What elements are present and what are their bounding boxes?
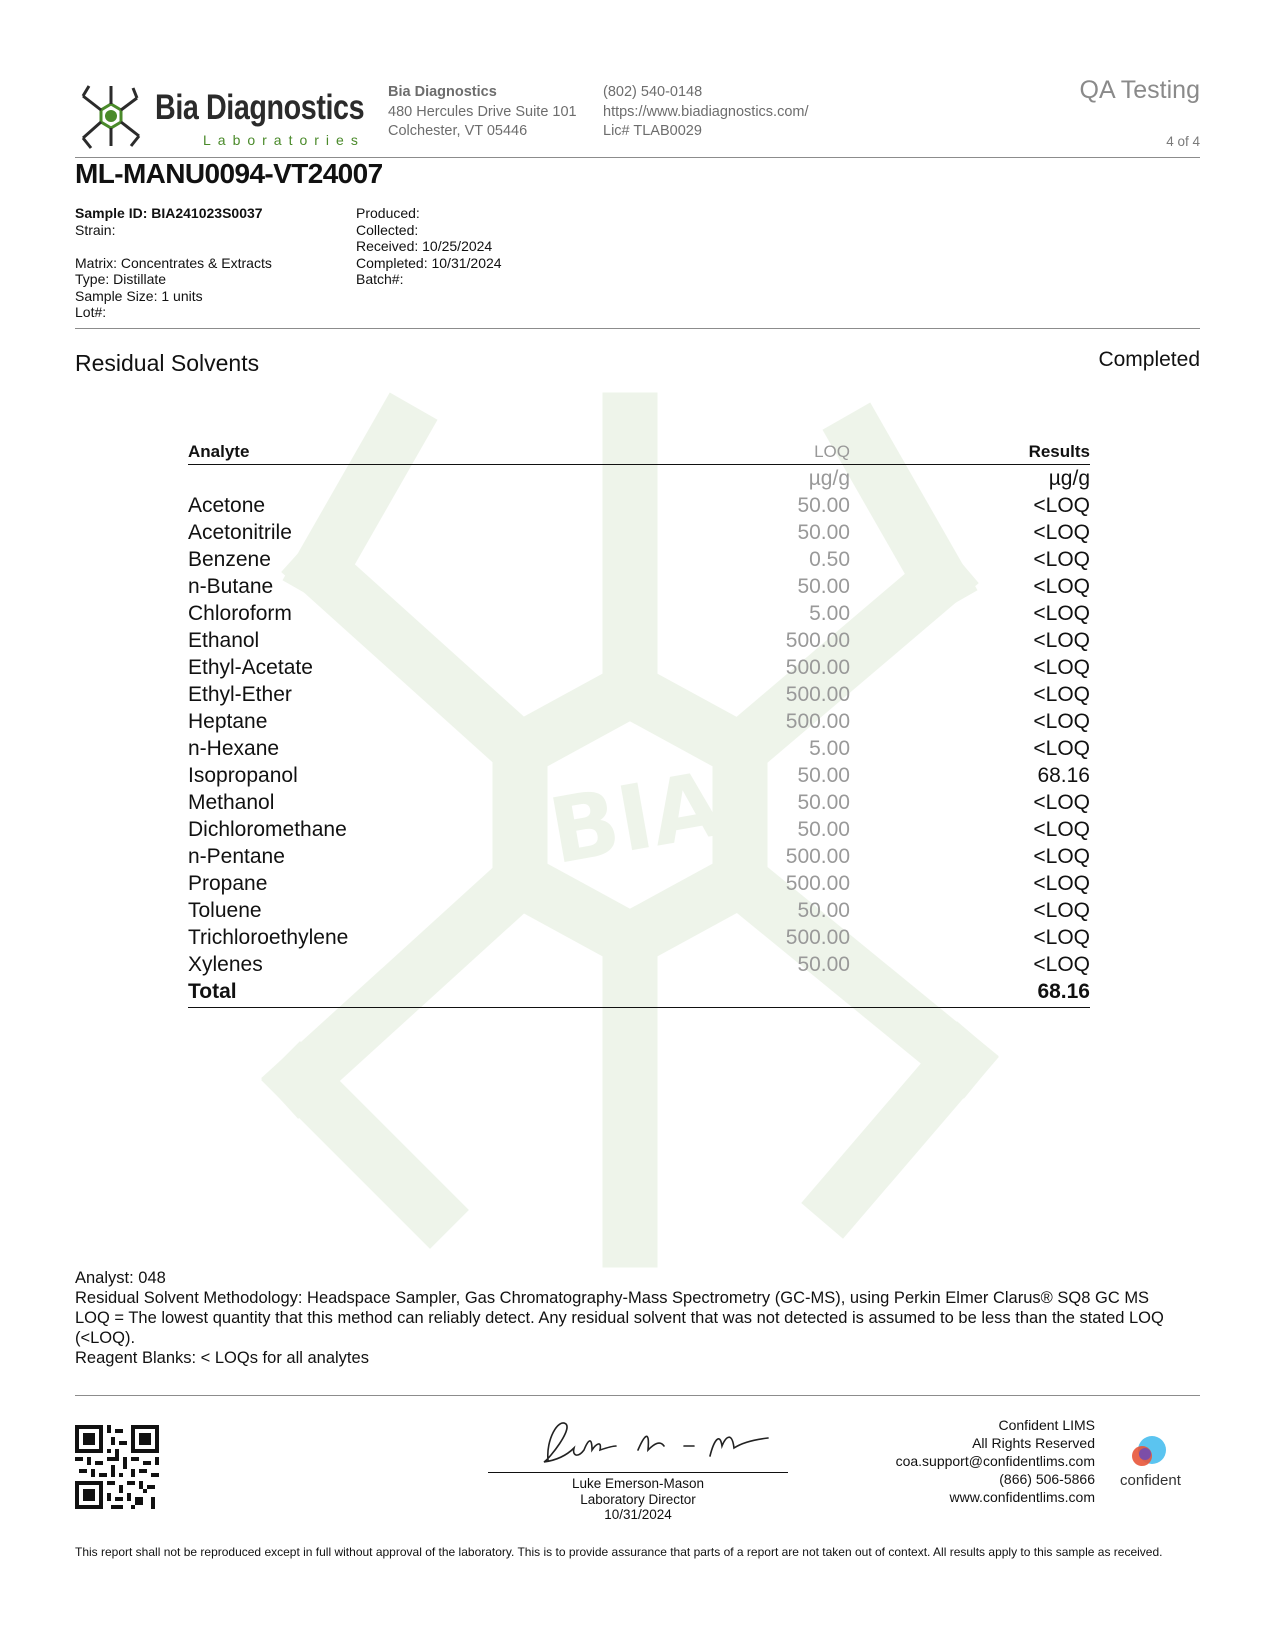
table-row [188,897,1090,924]
lims-email[interactable]: coa.support@confidentlims.com [895,1453,1095,1469]
lab-license: Lic# TLAB0029 [603,123,702,139]
loq-cell: 50.00 [797,899,850,922]
analyte-cell: Dichloromethane [188,818,347,841]
table-row [188,627,1090,654]
table-row [188,924,1090,951]
loq-cell: 500.00 [785,683,850,706]
loq-cell: 5.00 [809,737,850,760]
loq-cell: 50.00 [797,791,850,814]
sample-completed: Completed: 10/31/2024 [356,254,502,271]
analyst: Analyst: 048 [75,1269,166,1287]
table-row [188,546,1090,573]
sample-size: Sample Size: 1 units [75,287,203,304]
director-signature [488,1410,788,1472]
table-row [188,870,1090,897]
loq-cell: 500.00 [785,845,850,868]
lims-phone: (866) 506-5866 [999,1471,1095,1487]
table-row [188,735,1090,762]
analyte-cell: Xylenes [188,953,263,976]
lab-name: Bia Diagnostics [388,84,497,100]
sample-info-right [356,205,502,288]
table-row [188,519,1090,546]
result-cell: <LOQ [1033,548,1090,571]
loq-cell: 0.50 [809,548,850,571]
logo-wordmark: Bia Diagnostics [155,88,365,127]
loq-unit: µg/g [808,467,850,490]
result-cell: <LOQ [1033,899,1090,922]
result-cell: 68.16 [1037,764,1090,787]
sample-strain: Strain: [75,221,116,238]
lab-contact [603,83,809,142]
total-row [188,978,1090,1008]
table-row [188,951,1090,978]
bia-diagnostics-logo [75,80,365,152]
molecule-icon [75,80,147,152]
header-analyte: Analyte [188,442,250,461]
sample-lot: Lot#: [75,304,107,320]
sample-matrix: Matrix: Concentrates & Extracts [75,254,272,271]
lab-phone: (802) 540-0148 [603,84,703,100]
lab-address-line1: 480 Hercules Drive Suite 101 [388,103,577,120]
analyte-cell: Chloroform [188,602,292,625]
loq-cell: 500.00 [785,629,850,652]
loq-definition: LOQ = The lowest quantity that this method can reliably detect. Any residual solvent that was not detected is assumed to be less than the stated LOQ (<LOQ). [75,1309,1164,1347]
analyte-cell: Isopropanol [188,764,298,787]
table-row [188,600,1090,627]
analyte-cell: Heptane [188,710,268,733]
loq-cell: 50.00 [797,764,850,787]
header-results: Results [1028,442,1090,461]
analyte-cell: n-Hexane [188,737,280,760]
result-cell: <LOQ [1033,521,1090,544]
analyte-cell: Benzene [188,548,271,571]
analyte-cell: Ethanol [188,629,260,652]
result-cell: <LOQ [1033,575,1090,598]
svg-text:BIA: BIA [542,751,730,886]
lims-info [896,1416,1095,1506]
table-row [188,708,1090,735]
result-cell: <LOQ [1033,710,1090,733]
director-title: Laboratory Director [580,1491,696,1507]
result-cell: <LOQ [1033,656,1090,679]
loq-cell: 500.00 [785,926,850,949]
analyte-cell: n-Butane [188,575,274,598]
signature-date: 10/31/2024 [604,1507,672,1522]
lab-address-line2: Colchester, VT 05446 [388,123,528,139]
total-value: 68.16 [1037,980,1090,1003]
units-row [188,465,1090,492]
result-cell: <LOQ [1033,683,1090,706]
director-name: Luke Emerson-Mason [571,1476,705,1491]
notes-block [75,1268,1205,1368]
page-number: 4 of 4 [1166,134,1200,149]
qa-testing-label: QA Testing [1079,76,1200,104]
table-row [188,843,1090,870]
result-cell: <LOQ [1033,791,1090,814]
report-title: ML-MANU0094-VT24007 [75,158,383,189]
reagent-blanks: Reagent Blanks: < LOQs for all analytes [75,1349,369,1367]
confident-logo [1118,1432,1198,1492]
loq-cell: 50.00 [797,953,850,976]
table-header [188,440,1090,465]
loq-cell: 50.00 [797,521,850,544]
sample-produced: Produced: [356,205,420,221]
loq-cell: 50.00 [797,494,850,517]
result-cell: <LOQ [1033,845,1090,868]
analyte-cell: Methanol [188,791,275,814]
section-divider [75,328,1200,329]
loq-cell: 500.00 [785,872,850,895]
table-row [188,789,1090,816]
lims-name: Confident LIMS [998,1417,1095,1433]
loq-cell: 500.00 [785,656,850,679]
result-cell: <LOQ [1033,953,1090,976]
sample-collected: Collected: [356,221,419,238]
results-unit: µg/g [1048,467,1090,490]
analyte-cell: Ethyl-Ether [188,683,292,706]
signature-line [488,1472,788,1473]
sample-received: Received: 10/25/2024 [356,238,493,254]
analyte-cell: Trichloroethylene [188,926,349,949]
table-row [188,654,1090,681]
result-cell: <LOQ [1033,737,1090,760]
results-table [188,440,1090,1008]
result-cell: <LOQ [1033,926,1090,949]
result-cell: <LOQ [1033,602,1090,625]
result-cell: <LOQ [1033,872,1090,895]
confident-wordmark: confident [1120,1472,1181,1489]
total-label: Total [188,980,237,1003]
loq-cell: 50.00 [797,818,850,841]
signature-block [488,1476,788,1523]
sample-batch: Batch#: [356,271,404,287]
disclaimer: This report shall not be reproduced except in full without approval of the laboratory. This is to provide assurance that parts of a report are not taken out of context. All results apply to this sample as received. [75,1545,1163,1559]
qr-code[interactable] [75,1425,159,1509]
sample-info-left [75,205,272,321]
methodology: Residual Solvent Methodology: Headspace Sampler, Gas Chromatography-Mass Spectrometry (GC-MS), using Perkin Elmer Clarus® SQ8 GC MS [75,1289,1150,1307]
table-row [188,762,1090,789]
status-label: Completed [1098,348,1200,371]
loq-cell: 500.00 [785,710,850,733]
header-loq: LOQ [814,442,850,461]
lims-website[interactable]: www.confidentlims.com [949,1489,1095,1505]
loq-cell: 5.00 [809,602,850,625]
analyte-cell: n-Pentane [188,845,285,868]
loq-cell: 50.00 [797,575,850,598]
section-title: Residual Solvents [75,350,260,376]
logo-subtext: Laboratories [203,132,365,148]
analyte-cell: Propane [188,872,268,895]
table-row [188,573,1090,600]
analyte-cell: Acetonitrile [188,521,292,544]
table-row [188,681,1090,708]
lab-address [388,83,577,142]
analyte-cell: Acetone [188,494,266,517]
result-cell: <LOQ [1033,494,1090,517]
lab-website[interactable]: https://www.biadiagnostics.com/ [603,103,809,120]
sample-id: Sample ID: BIA241023S0037 [75,205,263,221]
analyte-cell: Toluene [188,899,262,922]
confident-logo-icon [1118,1432,1198,1472]
result-cell: <LOQ [1033,629,1090,652]
footer-divider [75,1395,1200,1396]
table-row [188,816,1090,843]
result-cell: <LOQ [1033,818,1090,841]
table-row [188,492,1090,519]
sample-type: Type: Distillate [75,271,167,287]
analyte-cell: Ethyl-Acetate [188,656,313,679]
lims-rights: All Rights Reserved [972,1435,1095,1451]
